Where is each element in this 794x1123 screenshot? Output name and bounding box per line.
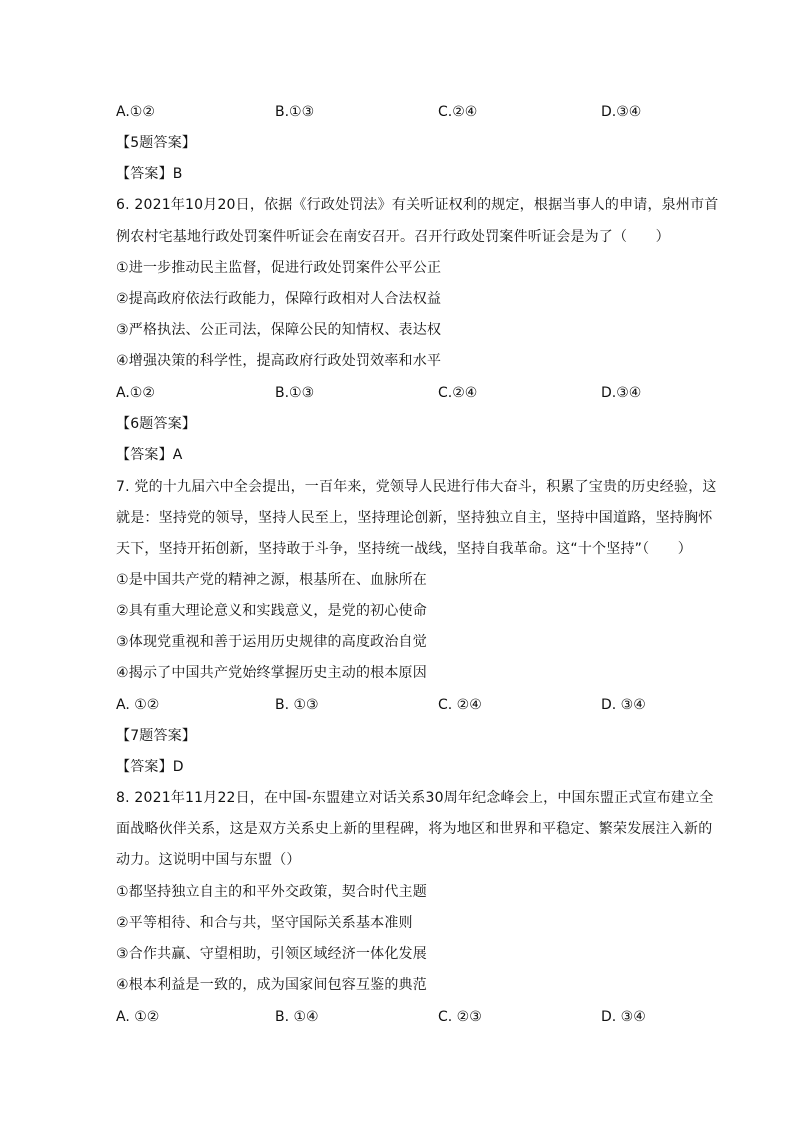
q7-answer-header: 【7题答案】 (116, 728, 197, 744)
q7-option-d: D. ③④ (601, 697, 646, 713)
q5-option-d: D.③④ (601, 104, 642, 120)
q7-options (116, 696, 676, 714)
q5-answer: 【答案】B (116, 166, 183, 182)
q6-stem-line-2: 例农村宅基地行政处罚案件听证会在南安召开。召开行政处罚案件听证会是为了（ ） (116, 229, 670, 245)
q7-option-c: C. ②④ (438, 697, 482, 713)
q8-options (116, 1008, 676, 1026)
q8-item-2: ②平等相待、和合与共，坚守国际关系基本准则 (116, 915, 413, 931)
q8-option-d: D. ③④ (601, 1009, 646, 1025)
q5-option-c: C.②④ (438, 104, 478, 120)
q8-option-c: C. ②③ (438, 1009, 482, 1025)
q6-option-c: C.②④ (438, 385, 478, 401)
q7-stem-line-3: 天下，坚持开拓创新，坚持敢于斗争，坚持统一战线，坚持自我革命。这“十个坚持”（ ） (116, 541, 692, 557)
q5-option-a: A.①② (116, 104, 155, 120)
q7-option-b: B. ①③ (275, 697, 319, 713)
q7-item-3: ③体现党重视和善于运用历史规律的高度政治自觉 (116, 634, 427, 650)
q8-item-1: ①都坚持独立自主的和平外交政策，契合时代主题 (116, 884, 427, 900)
q8-stem-line-3: 动力。这说明中国与东盟（） (116, 852, 301, 868)
q6-options (116, 384, 676, 402)
q8-item-3: ③合作共赢、守望相助，引领区域经济一体化发展 (116, 946, 427, 962)
q6-item-2: ②提高政府依法行政能力，保障行政相对人合法权益 (116, 291, 442, 307)
q6-option-d: D.③④ (601, 385, 642, 401)
q6-stem-line-1: 6. 2021年10月20日，依据《行政处罚法》有关听证权利的规定，根据当事人的申请，泉州市首 (116, 197, 719, 213)
q8-item-4: ④根本利益是一致的，成为国家间包容互鉴的典范 (116, 977, 427, 993)
q7-stem-line-2: 就是：坚持党的领导，坚持人民至上，坚持理论创新，坚持独立自主，坚持中国道路，坚持胸怀 (116, 510, 713, 526)
q7-item-4: ④揭示了中国共产党始终掌握历史主动的根本原因 (116, 665, 427, 681)
q6-answer-header: 【6题答案】 (116, 416, 197, 432)
q6-answer: 【答案】A (116, 447, 183, 463)
q8-stem-line-1: 8. 2021年11月22日，在中国-东盟建立对话关系30周年纪念峰会上，中国东盟正式宣布建立全 (116, 790, 714, 806)
q6-option-b: B.①③ (275, 385, 315, 401)
q6-item-4: ④增强决策的科学性，提高政府行政处罚效率和水平 (116, 353, 442, 369)
q8-option-a: A. ①② (116, 1009, 160, 1025)
q7-item-2: ②具有重大理论意义和实践意义，是党的初心使命 (116, 603, 427, 619)
q7-stem-line-1: 7. 党的十九届六中全会提出，一百年来，党领导人民进行伟大奋斗，积累了宝贵的历史经验，这 (116, 479, 717, 495)
q6-item-3: ③严格执法、公正司法，保障公民的知情权、表达权 (116, 322, 442, 338)
q5-options (116, 103, 676, 121)
q7-answer: 【答案】D (116, 759, 184, 775)
q6-item-1: ①进一步推动民主监督，促进行政处罚案件公平公正 (116, 260, 442, 276)
q7-option-a: A. ①② (116, 697, 160, 713)
q5-option-b: B.①③ (275, 104, 315, 120)
q5-answer-header: 【5题答案】 (116, 135, 197, 151)
q8-option-b: B. ①④ (275, 1009, 319, 1025)
q7-item-1: ①是中国共产党的精神之源，根基所在、血脉所在 (116, 572, 427, 588)
q8-stem-line-2: 面战略伙伴关系，这是双方关系史上新的里程碑，将为地区和世界和平稳定、繁荣发展注入新的 (116, 821, 713, 837)
q6-option-a: A.①② (116, 385, 155, 401)
